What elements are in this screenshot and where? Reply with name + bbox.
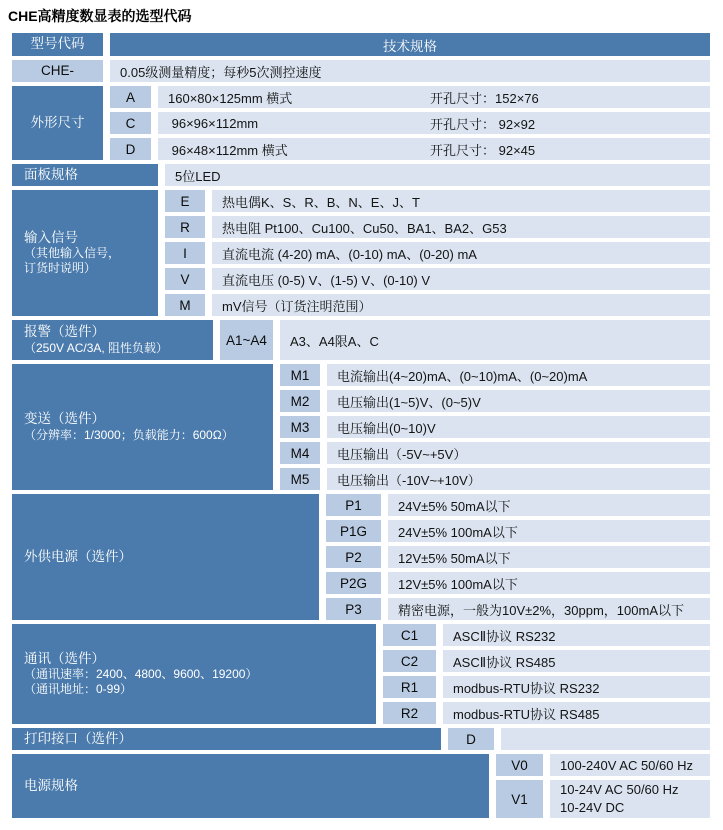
comm-label bbox=[12, 624, 376, 724]
transmit-label-line: 变送（选件） bbox=[24, 411, 105, 427]
transmit-code-M5 bbox=[280, 468, 320, 490]
aux-power-row-P1 bbox=[326, 494, 710, 516]
aux-power-desc-3 bbox=[388, 572, 710, 594]
aux-power-code-P1G bbox=[326, 520, 381, 542]
panel-spec-desc-0 bbox=[165, 164, 710, 186]
comm-code-C1 bbox=[383, 624, 436, 646]
code-label: R2 bbox=[400, 705, 419, 721]
input-signal-code-E bbox=[165, 190, 205, 212]
desc-text-secondary: 开孔尺寸：152×76 bbox=[430, 90, 539, 106]
alarm-label-line: （250V AC/3A, 阻性负载） bbox=[24, 340, 169, 355]
code-label: E bbox=[180, 193, 190, 209]
input-signal-rows bbox=[165, 190, 710, 316]
comm-row-C2 bbox=[383, 650, 710, 672]
power-spec-desc-1 bbox=[550, 780, 710, 818]
desc-text: 电压输出（-10V~+10V） bbox=[337, 472, 481, 488]
desc-text: A3、A4限A、C bbox=[290, 333, 379, 349]
shape-size-label-line: 外形尺寸 bbox=[30, 114, 85, 130]
input-signal-code-M bbox=[165, 294, 205, 316]
transmit-desc-1 bbox=[327, 390, 710, 412]
section-print-interface bbox=[12, 728, 710, 750]
aux-power-row-P3 bbox=[326, 598, 710, 620]
comm-label-line: （通讯地址：0-99） bbox=[24, 682, 133, 697]
transmit-desc-3 bbox=[327, 442, 710, 464]
model-code-label-line: CHE- bbox=[41, 62, 74, 78]
transmit-label bbox=[12, 364, 273, 490]
header-model-code bbox=[12, 33, 103, 56]
code-label: D bbox=[466, 731, 476, 747]
transmit-code-M3 bbox=[280, 416, 320, 438]
aux-power-rows bbox=[326, 494, 710, 620]
power-spec-desc-0 bbox=[550, 754, 710, 776]
print-interface-label bbox=[12, 728, 441, 750]
shape-size-code-C bbox=[110, 112, 151, 134]
desc-text: ASCⅡ协议 RS232 bbox=[453, 628, 556, 644]
code-label: M5 bbox=[290, 471, 310, 487]
input-signal-label-line: （其他输入信号， bbox=[24, 246, 121, 261]
code-label: P3 bbox=[345, 601, 362, 617]
input-signal-row-M bbox=[165, 294, 710, 316]
print-interface-code-D bbox=[448, 728, 494, 750]
aux-power-code-P2G bbox=[326, 572, 381, 594]
input-signal-desc-0 bbox=[212, 190, 710, 212]
input-signal-row-R bbox=[165, 216, 710, 238]
comm-desc-0 bbox=[443, 624, 710, 646]
code-label: V bbox=[180, 271, 190, 287]
shape-size-desc-2 bbox=[158, 138, 710, 160]
power-spec-code-V1 bbox=[496, 780, 543, 818]
code-label: M2 bbox=[290, 393, 310, 409]
code-label: A1~A4 bbox=[226, 332, 267, 348]
code-label: C bbox=[125, 115, 136, 131]
comm-rows bbox=[383, 624, 710, 724]
alarm-code-A1~A4 bbox=[220, 320, 273, 360]
alarm-desc-0 bbox=[280, 320, 710, 360]
desc-text: 直流电流 (4-20) mA、(0-10) mA、(0-20) mA bbox=[222, 246, 477, 262]
model-code-rows bbox=[110, 60, 710, 82]
print-interface-rows bbox=[448, 728, 710, 750]
panel-spec-label-line: 面板规格 bbox=[24, 166, 78, 182]
input-signal-row-V bbox=[165, 268, 710, 290]
alarm-label bbox=[12, 320, 213, 360]
transmit-code-M4 bbox=[280, 442, 320, 464]
desc-text: 电压输出(1~5)V、(0~5)V bbox=[337, 394, 481, 410]
desc-text: 24V±5% 100mA以下 bbox=[398, 524, 518, 540]
aux-power-code-P1 bbox=[326, 494, 381, 516]
transmit-desc-4 bbox=[327, 468, 710, 490]
code-label: V0 bbox=[511, 757, 528, 773]
section-power-spec bbox=[12, 754, 710, 818]
input-signal-label-line: 输入信号 bbox=[24, 229, 78, 245]
header-model-code-label: 型号代码 bbox=[30, 36, 85, 52]
model-code-row-0 bbox=[110, 60, 710, 82]
section-comm bbox=[12, 624, 710, 724]
transmit-row-M4 bbox=[280, 442, 710, 464]
aux-power-row-P2G bbox=[326, 572, 710, 594]
code-label: D bbox=[125, 141, 136, 157]
transmit-code-M1 bbox=[280, 364, 320, 386]
comm-label-line: 通讯（选件） bbox=[24, 650, 105, 666]
code-label: M1 bbox=[290, 367, 310, 383]
input-signal-code-V bbox=[165, 268, 205, 290]
model-code-label bbox=[12, 60, 103, 82]
table-header-row bbox=[12, 33, 710, 56]
desc-text: modbus-RTU协议 RS485 bbox=[453, 706, 600, 722]
power-spec-code-V0 bbox=[496, 754, 543, 776]
desc-text: 12V±5% 50mA以下 bbox=[398, 550, 511, 566]
transmit-label-line: （分辨率：1/3000；负载能力：600Ω） bbox=[24, 427, 234, 442]
page-title: CHE高精度数显表的选型代码 bbox=[8, 8, 192, 24]
desc-text: 96×48×112mm 横式 bbox=[168, 142, 288, 158]
code-label: M4 bbox=[290, 445, 310, 461]
desc-text: 96×96×112mm bbox=[168, 115, 259, 131]
desc-text: ASCⅡ协议 RS485 bbox=[453, 654, 556, 670]
comm-code-C2 bbox=[383, 650, 436, 672]
transmit-row-M2 bbox=[280, 390, 710, 412]
input-signal-row-E bbox=[165, 190, 710, 212]
input-signal-desc-4 bbox=[212, 294, 710, 316]
input-signal-desc-3 bbox=[212, 268, 710, 290]
transmit-desc-0 bbox=[327, 364, 710, 386]
code-label: P2 bbox=[345, 549, 362, 565]
code-label: V1 bbox=[511, 791, 528, 807]
desc-text: 电流输出(4~20)mA、(0~10)mA、(0~20)mA bbox=[337, 368, 588, 384]
desc-text: 精密电源，一般为10V±2%，30ppm，100mA以下 bbox=[398, 602, 684, 618]
comm-desc-3 bbox=[443, 702, 710, 724]
section-model-code bbox=[12, 60, 710, 82]
code-label: C2 bbox=[400, 653, 419, 669]
code-label: R bbox=[180, 219, 190, 235]
transmit-desc-2 bbox=[327, 416, 710, 438]
aux-power-desc-4 bbox=[388, 598, 710, 620]
aux-power-code-P2 bbox=[326, 546, 381, 568]
comm-label-line: （通讯速率：2400、4800、9600、19200） bbox=[24, 667, 258, 682]
power-spec-row-V1 bbox=[496, 780, 710, 818]
comm-row-C1 bbox=[383, 624, 710, 646]
code-label: P2G bbox=[339, 575, 367, 591]
desc-text: 12V±5% 100mA以下 bbox=[398, 576, 518, 592]
comm-desc-1 bbox=[443, 650, 710, 672]
input-signal-label-line: 订货时说明） bbox=[24, 261, 97, 276]
desc-text: 热电阻 Pt100、Cu100、Cu50、BA1、BA2、G53 bbox=[222, 220, 507, 236]
shape-size-label bbox=[12, 86, 103, 160]
header-tech-spec bbox=[110, 33, 710, 56]
section-input-signal bbox=[12, 190, 710, 316]
comm-code-R1 bbox=[383, 676, 436, 698]
input-signal-desc-2 bbox=[212, 242, 710, 264]
shape-size-rows bbox=[110, 86, 710, 160]
spec-table bbox=[12, 33, 710, 818]
shape-size-row-D bbox=[110, 138, 710, 160]
code-label: A bbox=[125, 89, 135, 105]
code-label: R1 bbox=[400, 679, 419, 695]
aux-power-label-line: 外供电源（选件） bbox=[24, 548, 132, 564]
desc-text: 24V±5% 50mA以下 bbox=[398, 498, 511, 514]
comm-row-R1 bbox=[383, 676, 710, 698]
alarm-label-line: 报警（选件） bbox=[24, 324, 105, 340]
shape-size-desc-1 bbox=[158, 112, 710, 134]
aux-power-desc-0 bbox=[388, 494, 710, 516]
code-label: M bbox=[179, 297, 191, 313]
desc-text-secondary: 开孔尺寸： 92×92 bbox=[430, 116, 536, 132]
input-signal-row-I bbox=[165, 242, 710, 264]
shape-size-desc-0 bbox=[158, 86, 710, 108]
section-transmit bbox=[12, 364, 710, 490]
desc-line: 10-24V DC bbox=[560, 800, 625, 815]
desc-text: 电压输出（-5V~+5V） bbox=[337, 446, 467, 462]
desc-text: 5位LED bbox=[175, 168, 221, 184]
section-aux-power bbox=[12, 494, 710, 620]
input-signal-code-I bbox=[165, 242, 205, 264]
transmit-row-M1 bbox=[280, 364, 710, 386]
transmit-row-M5 bbox=[280, 468, 710, 490]
print-interface-label-line: 打印接口（选件） bbox=[24, 730, 132, 746]
code-label: P1 bbox=[345, 497, 362, 513]
code-label: M3 bbox=[290, 419, 310, 435]
aux-power-desc-2 bbox=[388, 546, 710, 568]
power-spec-rows bbox=[496, 754, 710, 818]
desc-text-secondary: 开孔尺寸： 92×45 bbox=[430, 142, 536, 158]
print-interface-row-D bbox=[448, 728, 710, 750]
panel-spec-label bbox=[12, 164, 158, 186]
desc-line: 10-24V AC 50/60 Hz bbox=[560, 782, 679, 798]
section-panel-spec bbox=[12, 164, 710, 186]
shape-size-row-C bbox=[110, 112, 710, 134]
print-interface-desc-0 bbox=[501, 728, 710, 750]
desc-text: modbus-RTU协议 RS232 bbox=[453, 680, 600, 696]
aux-power-label bbox=[12, 494, 319, 620]
desc-text: 热电偶K、S、R、B、N、E、J、T bbox=[222, 194, 420, 210]
input-signal-desc-1 bbox=[212, 216, 710, 238]
model-code-desc-0 bbox=[110, 60, 710, 82]
desc-text: 直流电压 (0-5) V、(1-5) V、(0-10) V bbox=[222, 272, 431, 288]
power-spec-label-line: 电源规格 bbox=[24, 777, 78, 793]
section-alarm bbox=[12, 320, 710, 360]
comm-code-R2 bbox=[383, 702, 436, 724]
desc-text: 160×80×125mm 横式 bbox=[168, 90, 293, 106]
aux-power-row-P1G bbox=[326, 520, 710, 542]
panel-spec-rows bbox=[165, 164, 710, 186]
transmit-rows bbox=[280, 364, 710, 490]
comm-desc-2 bbox=[443, 676, 710, 698]
desc-text: 电压输出(0~10)V bbox=[337, 420, 436, 436]
power-spec-label bbox=[12, 754, 489, 818]
code-label: C1 bbox=[400, 627, 419, 643]
shape-size-code-D bbox=[110, 138, 151, 160]
desc-text: mV信号（订货注明范围） bbox=[222, 298, 372, 314]
comm-row-R2 bbox=[383, 702, 710, 724]
aux-power-row-P2 bbox=[326, 546, 710, 568]
shape-size-code-A bbox=[110, 86, 151, 108]
panel-spec-row-0 bbox=[165, 164, 710, 186]
aux-power-desc-1 bbox=[388, 520, 710, 542]
transmit-row-M3 bbox=[280, 416, 710, 438]
header-tech-spec-label: 技术规格 bbox=[383, 38, 437, 54]
alarm-row-A1~A4 bbox=[220, 320, 710, 360]
input-signal-label bbox=[12, 190, 158, 316]
desc-text: 0.05级测量精度；每秒5次测控速度 bbox=[120, 64, 322, 80]
power-spec-row-V0 bbox=[496, 754, 710, 776]
code-label: I bbox=[183, 245, 187, 261]
code-label: P1G bbox=[339, 523, 367, 539]
section-shape-size bbox=[12, 86, 710, 160]
shape-size-row-A bbox=[110, 86, 710, 108]
alarm-rows bbox=[220, 320, 710, 360]
aux-power-code-P3 bbox=[326, 598, 381, 620]
transmit-code-M2 bbox=[280, 390, 320, 412]
desc-text: 100-240V AC 50/60 Hz bbox=[560, 757, 693, 773]
input-signal-code-R bbox=[165, 216, 205, 238]
